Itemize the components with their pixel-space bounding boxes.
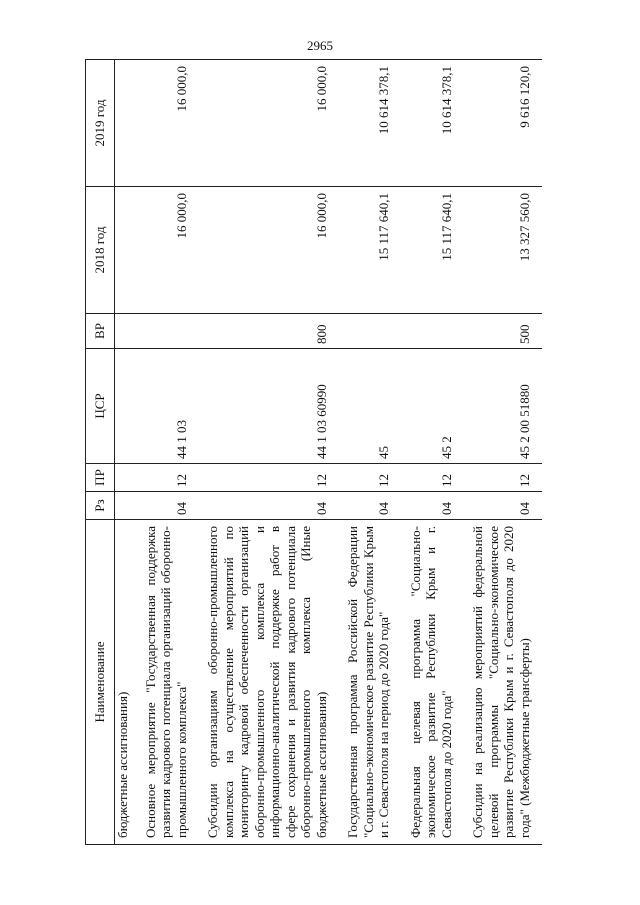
row-csr: 44 1 03 60990: [199, 349, 339, 464]
row-pr: 12: [339, 464, 402, 492]
table-row: [137, 60, 200, 845]
row-2019: 10 614 378,1: [402, 60, 465, 187]
row-pr: [115, 464, 137, 492]
row-vr: [137, 314, 200, 349]
table-header-row: [86, 60, 115, 845]
row-vr: [115, 314, 137, 349]
row-2019: 16 000,0: [199, 60, 339, 187]
row-2019: 10 614 378,1: [339, 60, 402, 187]
row-rz: 04: [199, 492, 339, 520]
row-rz: [115, 492, 137, 520]
budget-table: [85, 59, 542, 845]
row-pr: 12: [402, 464, 465, 492]
row-pr: 12: [137, 464, 200, 492]
row-csr: 45: [339, 349, 402, 464]
row-name: бюджетные ассигнования): [115, 520, 137, 845]
row-rz: 04: [137, 492, 200, 520]
row-pr: 12: [464, 464, 542, 492]
header-pr: ПР: [86, 464, 115, 492]
table-row: [339, 60, 402, 845]
page-number: 2965: [307, 38, 333, 53]
row-vr: 500: [464, 314, 542, 349]
row-csr: 44 1 03: [137, 349, 200, 464]
row-name: Основное мероприятие "Государственная поддержка развития кадрового потенциала организаций оборонно-промышленного комплекса": [137, 520, 200, 845]
table-row: [464, 60, 542, 845]
row-rz: 04: [339, 492, 402, 520]
row-2019: 9 616 120,0: [464, 60, 542, 187]
row-2019: 16 000,0: [137, 60, 200, 187]
row-2018: [115, 187, 137, 314]
row-csr: [115, 349, 137, 464]
row-2018: 16 000,0: [137, 187, 200, 314]
row-csr: 45 2 00 51880: [464, 349, 542, 464]
row-name: Субсидии организациям оборонно-промышленного комплекса на осуществление мероприятий по мониторингу кадровой обеспеченности организаций оборонно-промышленного комплекса и информационно-аналитической поддержке работ в сфере сохранения и развития кадрового потенциала оборонно-промышленного комплекса (Иные бюджетные ассигнования): [199, 520, 339, 845]
header-2018: 2018 год: [86, 187, 115, 314]
row-2018: 15 117 640,1: [402, 187, 465, 314]
row-rz: 04: [464, 492, 542, 520]
row-2018: 13 327 560,0: [464, 187, 542, 314]
row-name: Федеральная целевая программа "Социально-экономическое развитие Республики Крым и г. Севастополя до 2020 года": [402, 520, 465, 845]
row-rz: 04: [402, 492, 465, 520]
header-vr: ВР: [86, 314, 115, 349]
row-csr: 45 2: [402, 349, 465, 464]
row-vr: [402, 314, 465, 349]
row-vr: [339, 314, 402, 349]
row-name: Субсидии на реализацию мероприятий федеральной целевой программы "Социально-экономическое развитие Республики Крым и г. Севастополя до 2020 года" (Межбюджетные трансферты): [464, 520, 542, 845]
header-csr: ЦСР: [86, 349, 115, 464]
row-pr: 12: [199, 464, 339, 492]
table-row: [115, 60, 137, 845]
row-2019: [115, 60, 137, 187]
row-name: Государственная программа Российской Федерации "Социально-экономическое развитие Республики Крым и г. Севастополя на период до 2020 года": [339, 520, 402, 845]
row-vr: 800: [199, 314, 339, 349]
rotated-budget-table-wrapper: [85, 60, 600, 845]
table-row: [402, 60, 465, 845]
row-2018: 15 117 640,1: [339, 187, 402, 314]
table-row: [199, 60, 339, 845]
header-2019: 2019 год: [86, 60, 115, 187]
header-name: Наименование: [86, 520, 115, 845]
header-rz: Рз: [86, 492, 115, 520]
row-2018: 16 000,0: [199, 187, 339, 314]
